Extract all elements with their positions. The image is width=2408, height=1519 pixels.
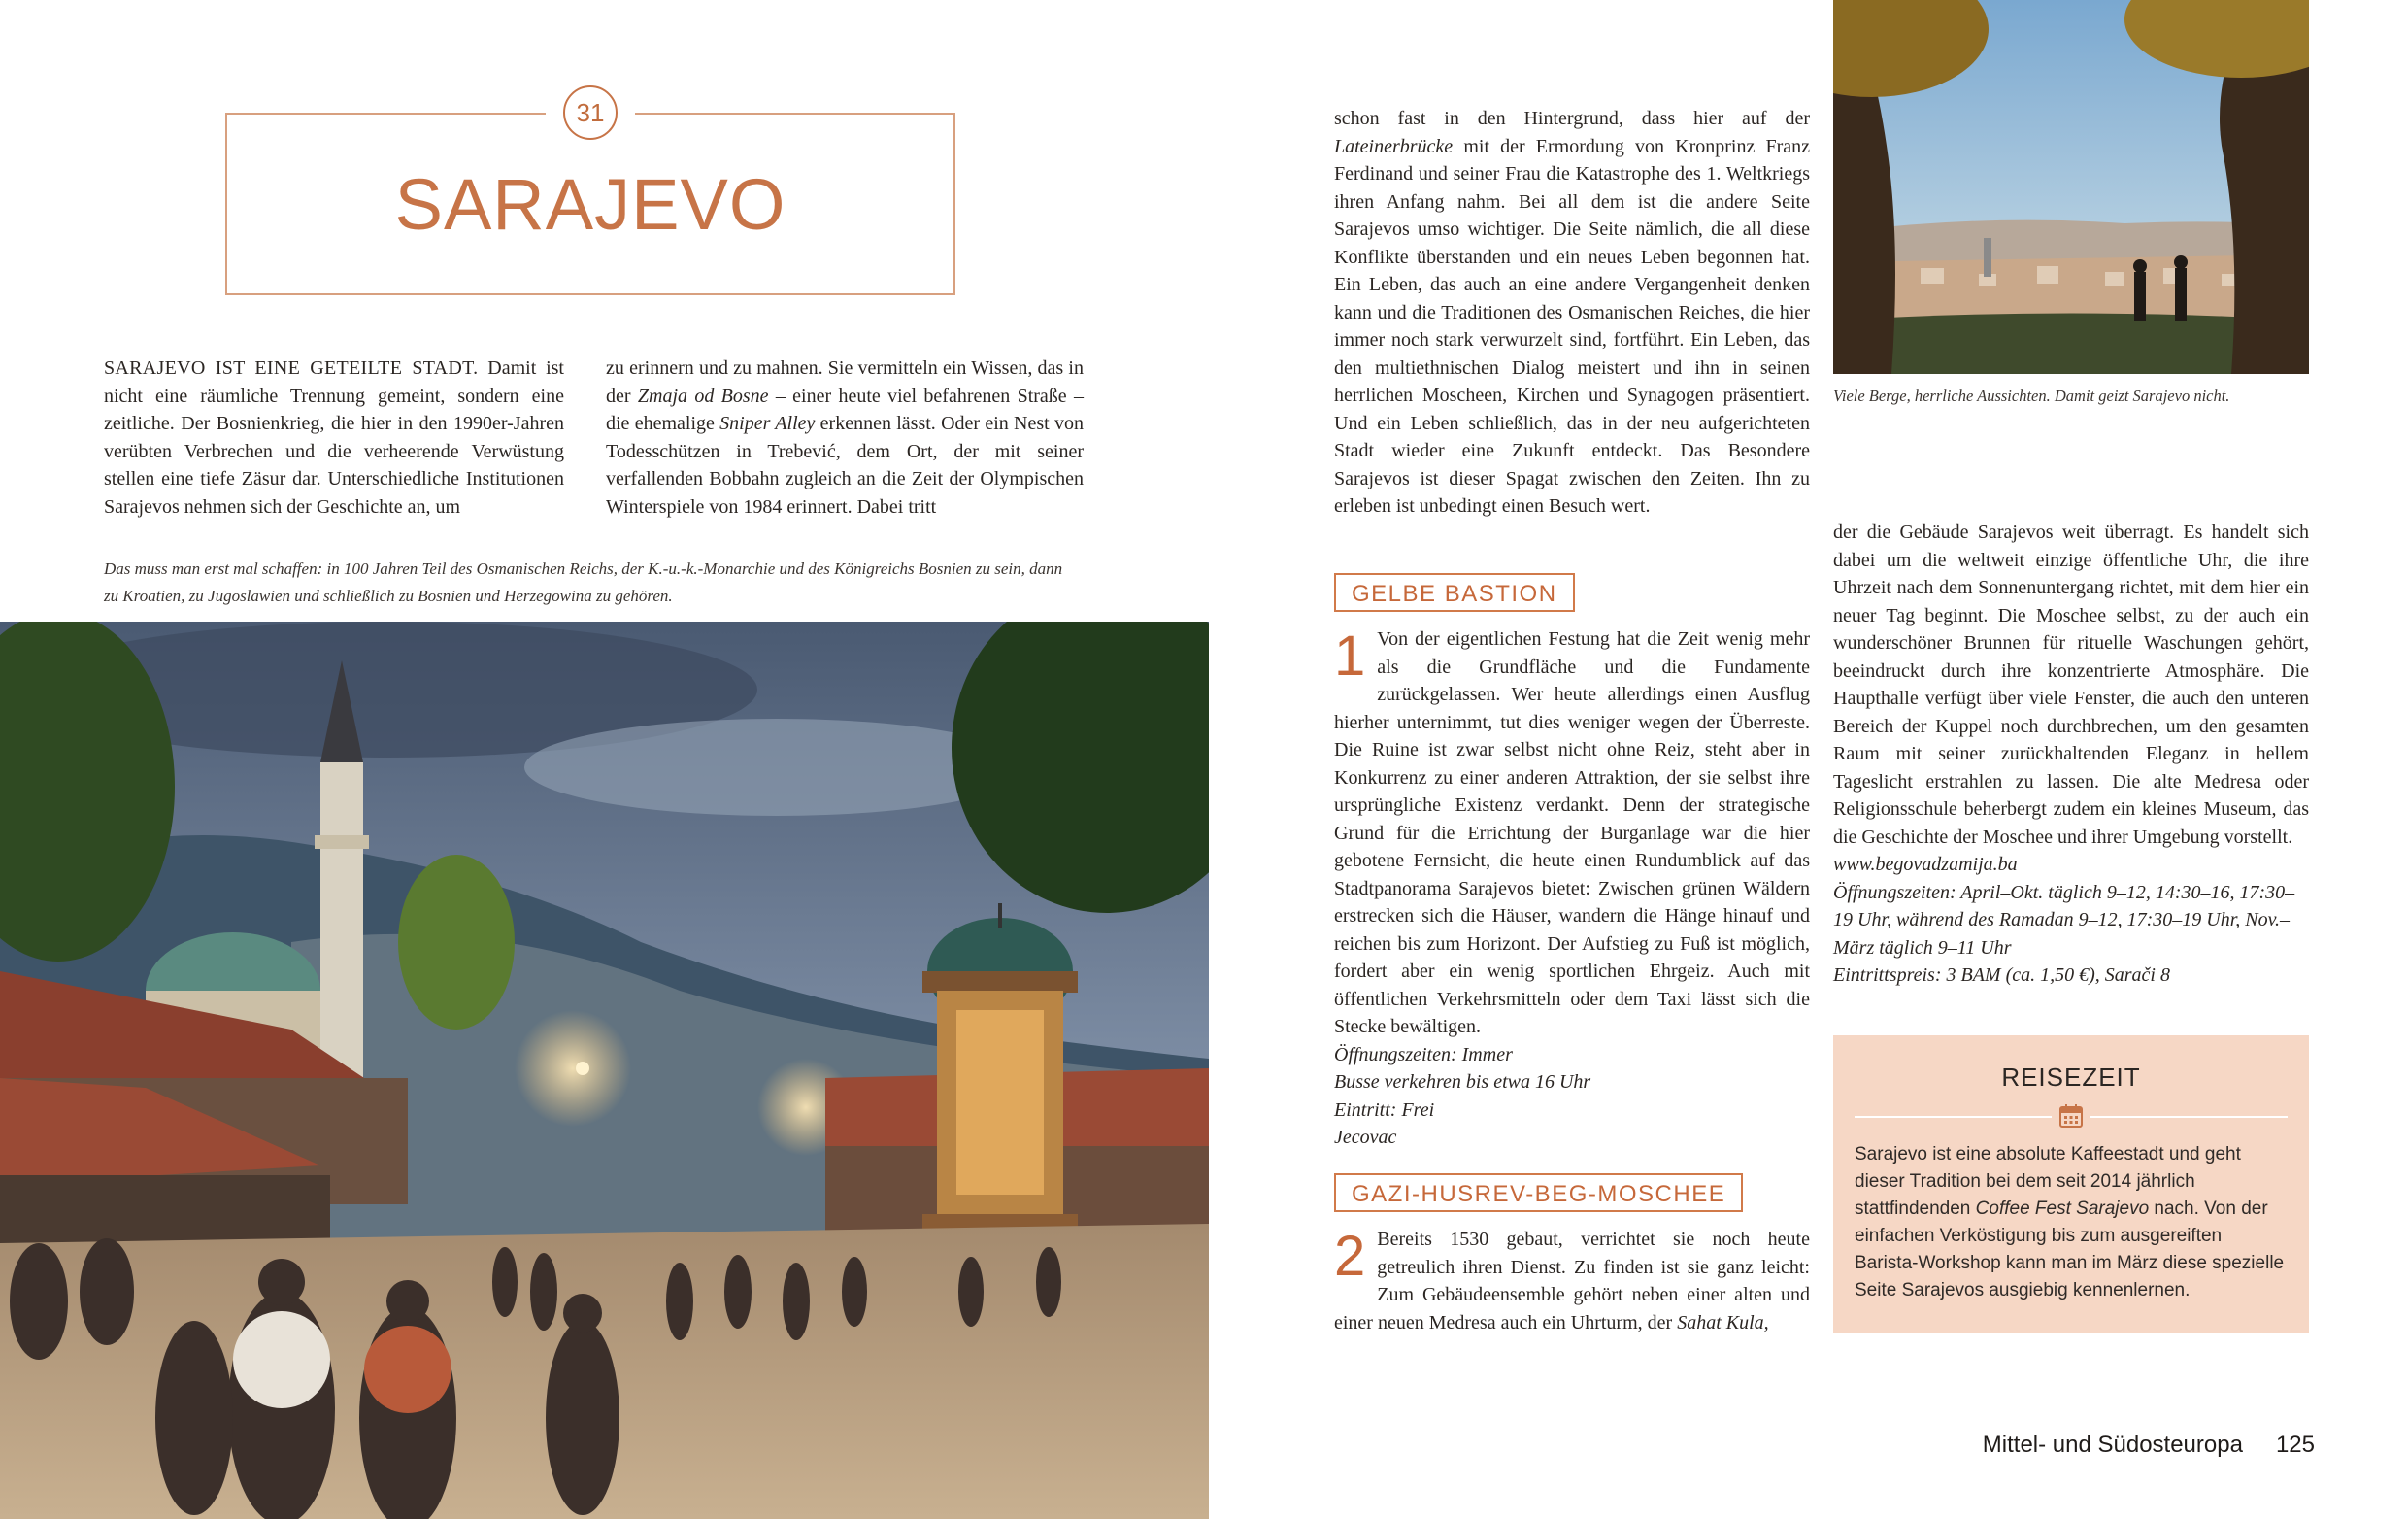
main-photo bbox=[0, 622, 1209, 1519]
section-heading-gazi-husrev-beg-moschee: GAZI-HUSREV-BEG-MOSCHEE bbox=[1334, 1173, 1743, 1212]
reisezeit-divider bbox=[1855, 1097, 2288, 1135]
body-text: der die Gebäude Sarajevos weit überragt. Es handelt sich dabei um die weltweit einzige öffentliche Uhr, die ihre Uhrzeit nach dem Sonnenuntergang richtet, mit dem hier ein neuer Tag beginnt. Die Moschee selbst, zu der auch ein wunderschöner Brunnen für rituelle Waschungen gehört, beeindruckt durch ihre konzentrierte Atmosphäre. Die Haupthalle verfügt über viele Fenster, die auch den unteren Bereich der Kuppel noch durchbrechen, um den gesamten Raum mit seiner zurückhaltenden Eleganz in hellem Tageslicht erstrahlen zu lassen. Die alte Medresa oder Religionsschule beherbergt zudem ein kleines Museum, das die Geschichte der Moschee und ihrer Umgebung vorstellt. bbox=[1833, 522, 2309, 848]
website-link[interactable]: www.begovadzamija.ba bbox=[1833, 854, 2018, 875]
event-name: Coffee Fest Sarajevo bbox=[1975, 1198, 2150, 1219]
section-1-body bbox=[1334, 625, 1810, 1152]
body-text: schon fast in den Hintergrund, dass hier auf der bbox=[1334, 108, 1810, 129]
column-3-text bbox=[1334, 105, 1810, 521]
reisezeit-title: REISEZEIT bbox=[2001, 1063, 2141, 1092]
page-footer bbox=[1983, 1432, 2315, 1459]
intro-text: zu erinnern und zu mahnen. Sie vermitteln ein Wissen, das in der bbox=[606, 357, 1084, 407]
reisezeit-text-part: nach. Von der einfachen Verköstigung bis zum ausgereiften Barista-Workshop kann man im März diese spezielle Seite Sarajevos ausgiebig kennenlernen. bbox=[1855, 1198, 2285, 1300]
chapter-number-badge: 31 bbox=[563, 85, 618, 140]
info-line: Öffnungszeiten: Immer bbox=[1334, 1043, 1513, 1065]
section-number: 1 bbox=[1334, 624, 1366, 688]
intro-text: Damit ist nicht eine räumliche Trennung gemeint, sondern eine zeitliche. Der Bosnienkrieg, die hier in den 1990er-Jahren verübten Verbrechen und die verheerende Verwüstung stellen eine tiefe Zäsur dar. Unterschiedliche Institutionen Sarajevos nehmen sich der Geschichte an, um bbox=[104, 357, 564, 518]
column-4-text bbox=[1833, 519, 2309, 990]
intro-lead: SARAJEVO IST EINE GETEILTE STADT. bbox=[104, 357, 479, 379]
bridge-name: Lateinerbrücke bbox=[1334, 135, 1454, 157]
info-line: Eintrittspreis: 3 BAM (ca. 1,50 €), Sarači 8 bbox=[1833, 964, 2170, 986]
viewpoint-photo bbox=[1833, 0, 2309, 374]
street-name: Zmaja od Bosne bbox=[637, 385, 769, 407]
calendar-icon bbox=[2052, 1100, 2090, 1131]
tower-name: Sahat Kula, bbox=[1677, 1311, 1769, 1333]
intro-text: – einer heute viel befahrenen Straße – die ehemalige bbox=[606, 385, 1085, 434]
street-nickname: Sniper Alley bbox=[719, 413, 816, 434]
page-title: SARAJEVO bbox=[394, 164, 786, 245]
section-heading-gelbe-bastion: GELBE BASTION bbox=[1334, 573, 1575, 612]
info-line: Jecovac bbox=[1334, 1127, 1397, 1148]
viewpoint-photo-caption: Viele Berge, herrliche Aussichten. Damit geizt Sarajevo nicht. bbox=[1833, 387, 2230, 405]
section-number: 2 bbox=[1334, 1225, 1366, 1288]
footer-section: Mittel- und Südosteuropa bbox=[1982, 1432, 2243, 1458]
body-text: mit der Ermordung von Kronprinz Franz Ferdinand und seiner Frau die Katastrophe des 1. Weltkriegs ihren Anfang nahm. Bei all dem ist die andere Seite Sarajevos umso wichtiger. Die Seite nämlich, die all diese Konflikte überstanden und ein neues Leben begonnen hat. Ein Leben, das auch an eine andere Vergangenheit denken kann und die Traditionen des Osmanischen Reiches, die hier immer noch stark verwurzelt sind, fortführt. Ein Leben, das den multiethnischen Dialog meistert und ihn in seinen herrlichen Moscheen, Kirchen und Synagogen präsentiert. Und ein Leben schließlich, das in der neu aufgerichteten Stadt wieder eine Zukunft entdeckt. Das Besondere Sarajevos ist dieser Spagat zwischen den Zeiten. Ihn zu erleben ist unbedingt einen Besuch wert. bbox=[1334, 135, 1811, 517]
page-number: 125 bbox=[2275, 1432, 2315, 1458]
section-1-text: Von der eigentlichen Festung hat die Zeit wenig mehr als die Grundfläche und die Fundamente zurückgelassen. Wer heute allerdings einen Ausflug hierher unternimmt, tut dies weniger wegen der Überreste. Die Ruine ist zwar selbst nicht ohne Reiz, steht aber in Konkurrenz zu einer anderen Attraktion, der sie selbst ihre ursprüngliche Existenz verdankt. Denn der strategische Grund für die Errichtung der Burganlage war die hier gebotene Fernsicht, die heute einen Rundumblick auf das Stadtpanorama Sarajevos bietet: Zwischen grünen Wäldern erstrecken sich die Häuser, wandern die Hänge hinauf und reichen bis zum Horizont. Der Aufstieg zu Fuß ist möglich, fordert aber ein wenig sportlichen Ehrgeiz. Auch mit öffentlichen Verkehrsmitteln oder dem Taxi lässt sich die Stecke bewältigen. bbox=[1334, 628, 1810, 1037]
intro-column-2 bbox=[606, 354, 1084, 521]
reisezeit-text-part: Sarajevo ist eine absolute Kaffeestadt und geht dieser Tradition bei dem seit 2014 jährlich stattfindenden bbox=[1855, 1144, 2241, 1219]
info-line: Eintritt: Frei bbox=[1334, 1098, 1435, 1121]
info-line: Öffnungszeiten: April–Okt. täglich 9–12, 14:30–16, 17:30–19 Uhr, während des Ramadan 9–12, 17:30–19 Uhr, Nov.–März täglich 9–11 Uhr bbox=[1833, 881, 2295, 959]
section-2-body bbox=[1334, 1226, 1810, 1336]
intro-column-1 bbox=[104, 354, 564, 521]
reisezeit-text bbox=[1855, 1141, 2288, 1304]
intro-text: erkennen lässt. Oder ein Nest von Todesschützen in Trebević, dem Ort, der mit seiner verfallenden Bobbahn zugleich an die Zeit der Olympischen Winterspiele von 1984 erinnert. Dabei tritt bbox=[606, 413, 1084, 518]
reisezeit-box bbox=[1833, 1035, 2309, 1333]
info-line: Busse verkehren bis etwa 16 Uhr bbox=[1334, 1071, 1591, 1093]
main-photo-caption: Das muss man erst mal schaffen: in 100 Jahren Teil des Osmanischen Reichs, der K.-u.-k.-Monarchie und des Königreichs Bosnien zu sein, dann zu Kroatien, zu Jugoslawien und schließlich zu Bosnien und Herzegowina zu gehören. bbox=[104, 559, 1063, 605]
section-2-text: Bereits 1530 gebaut, verrichtet sie noch heute getreulich ihren Dienst. Zu finden ist sie ganz leicht: Zum Gebäudeensemble gehört neben einer alten und einer neuen Medresa auch ein Uhrturm, der bbox=[1334, 1229, 1810, 1333]
